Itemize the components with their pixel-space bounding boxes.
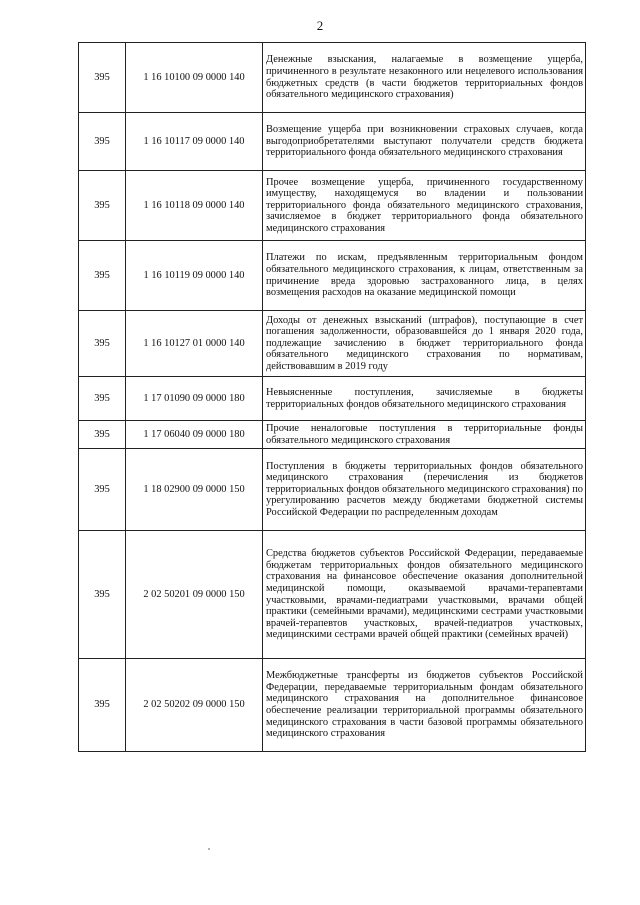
description-cell: Доходы от денежных взысканий (штрафов), поступающие в счет погашения задолженности, образовавшейся до 1 января 2020 года, подлежащие зачислению в бюджет территориального фонда обязательного медицинского страхования по нормативам, действовавшим в 2019 году: [263, 311, 586, 377]
admin-code-cell: 395: [79, 449, 126, 531]
description-cell: Прочие неналоговые поступления в территориальные фонды обязательного медицинского страхования: [263, 421, 586, 449]
budget-code-cell: 1 16 10119 09 0000 140: [126, 241, 263, 311]
revenue-codes-table: [78, 42, 586, 752]
description-cell: Невыясненные поступления, зачисляемые в бюджеты территориальных фондов обязательного медицинского страхования: [263, 377, 586, 421]
admin-code-cell: 395: [79, 531, 126, 659]
budget-code-cell: 1 17 06040 09 0000 180: [126, 421, 263, 449]
budget-code-cell: 1 16 10100 09 0000 140: [126, 43, 263, 113]
description-cell: Возмещение ущерба при возникновении страховых случаев, когда выгодоприобретателями выступают получатели средств бюджета территориального фонда обязательного медицинского страхования: [263, 113, 586, 171]
admin-code-cell: 395: [79, 43, 126, 113]
table-row: [79, 531, 586, 659]
description-cell: Межбюджетные трансферты из бюджетов субъектов Российской Федерации, передаваемые территориальным фондам обязательного медицинского страхования на дополнительное финансовое обеспечение реализации территориальной программы обязательного медицинского страхования в части базовой программы обязательного медицинского страхования: [263, 659, 586, 752]
scan-speck: [208, 848, 210, 850]
budget-code-cell: 1 16 10127 01 0000 140: [126, 311, 263, 377]
admin-code-cell: 395: [79, 421, 126, 449]
budget-code-cell: 1 17 01090 09 0000 180: [126, 377, 263, 421]
admin-code-cell: 395: [79, 311, 126, 377]
description-cell: Поступления в бюджеты территориальных фондов обязательного медицинского страхования (перечисления из бюджетов территориальных фондов обязательного медицинского страхования) по урегулированию расчетов между бюджетами бюджетной системы Российской Федерации по распределенным доходам: [263, 449, 586, 531]
table-row: [79, 171, 586, 241]
page-number: 2: [316, 18, 324, 33]
budget-code-cell: 2 02 50202 09 0000 150: [126, 659, 263, 752]
table-row: [79, 311, 586, 377]
budget-code-cell: 1 18 02900 09 0000 150: [126, 449, 263, 531]
table-row: [79, 449, 586, 531]
budget-code-cell: 2 02 50201 09 0000 150: [126, 531, 263, 659]
budget-code-cell: 1 16 10117 09 0000 140: [126, 113, 263, 171]
table-row: [79, 377, 586, 421]
table-row: [79, 241, 586, 311]
table-row: [79, 43, 586, 113]
admin-code-cell: 395: [79, 113, 126, 171]
table-row: [79, 113, 586, 171]
description-cell: Денежные взыскания, налагаемые в возмещение ущерба, причиненного в результате незаконного или нецелевого использования бюджетных средств (в части бюджетов территориальных фондов обязательного медицинского страхования): [263, 43, 586, 113]
table-row: [79, 659, 586, 752]
description-cell: Прочее возмещение ущерба, причиненного государственному имуществу, находящемуся во владении и пользовании территориального фонда обязательного медицинского страхования, зачисляемое в бюджет территориального фонда обязательного медицинского страхования: [263, 171, 586, 241]
admin-code-cell: 395: [79, 171, 126, 241]
table-row: [79, 421, 586, 449]
admin-code-cell: 395: [79, 377, 126, 421]
budget-code-cell: 1 16 10118 09 0000 140: [126, 171, 263, 241]
description-cell: Платежи по искам, предъявленным территориальным фондом обязательного медицинского страхования, к лицам, ответственным за причинение вреда здоровью застрахованного лица, в целях возмещения расходов на оказание медицинской помощи: [263, 241, 586, 311]
description-cell: Средства бюджетов субъектов Российской Федерации, передаваемые бюджетам территориальных фондов обязательного медицинского страхования на финансовое обеспечение оказания дополнительной медицинской помощи, оказываемой врачами-терапевтами участковыми, врачами-педиатрами участковыми, врачами общей практики (семейными врачами), медицинскими сестрами участковыми врачей-терапевтов участковых, врачей-педиатров участковых, медицинскими сестрами врачей общей практики (семейных врачей): [263, 531, 586, 659]
admin-code-cell: 395: [79, 241, 126, 311]
admin-code-cell: 395: [79, 659, 126, 752]
